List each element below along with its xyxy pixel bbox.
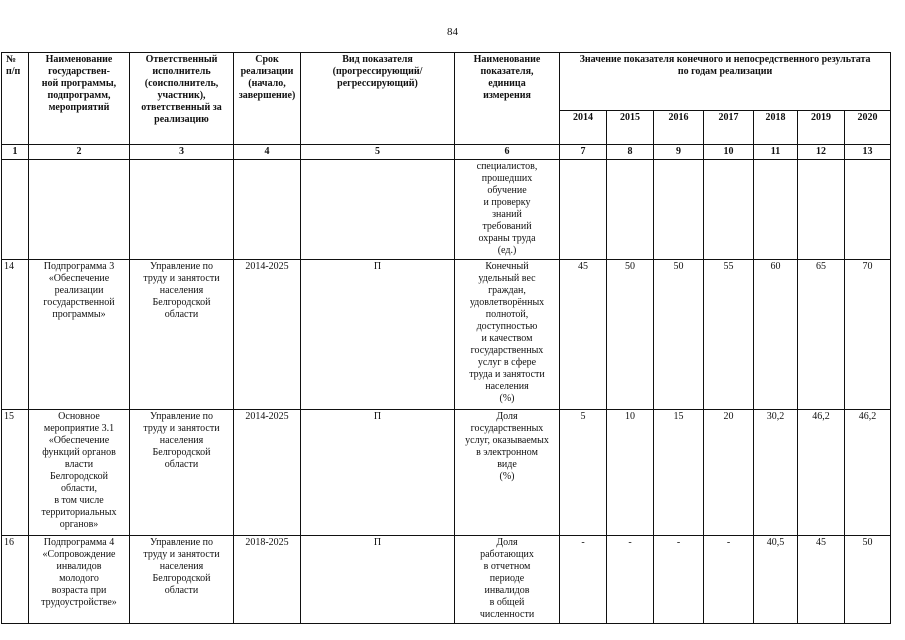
row-value — [798, 160, 845, 260]
column-number: 4 — [234, 145, 301, 160]
row-value: 50 — [607, 260, 654, 410]
row-value: 50 — [845, 536, 891, 624]
header-year: 2020 — [845, 111, 891, 145]
row-value — [560, 160, 607, 260]
column-number: 6 — [455, 145, 560, 160]
header-year: 2018 — [754, 111, 798, 145]
row-term: 2014-2025 — [234, 260, 301, 410]
row-name: Основное мероприятие 3.1 «Обеспечение функций органов власти Белгородской области, в том числе территориальных органов» — [29, 410, 130, 536]
row-indicator: Конечный удельный вес граждан, удовлетворённых полнотой, доступностью и качеством государственных услуг в сфере труда и занятости населения (%) — [455, 260, 560, 410]
row-value: 46,2 — [845, 410, 891, 536]
row-executor: Управление по труду и занятости населения Белгородской области — [130, 410, 234, 536]
table-row — [2, 260, 891, 410]
header-values: Значение показателя конечного и непосредственного результата по годам реализации — [560, 53, 891, 111]
header-year: 2016 — [654, 111, 704, 145]
column-number: 1 — [2, 145, 29, 160]
row-indicator: Доля государственных услуг, оказываемых в электронном виде (%) — [455, 410, 560, 536]
row-name: Подпрограмма 3 «Обеспечение реализации государственной программы» — [29, 260, 130, 410]
column-number: 7 — [560, 145, 607, 160]
row-value: 46,2 — [798, 410, 845, 536]
column-number: 13 — [845, 145, 891, 160]
row-value — [654, 160, 704, 260]
row-value: 45 — [798, 536, 845, 624]
row-value: 20 — [704, 410, 754, 536]
row-type: П — [301, 260, 455, 410]
row-value: 50 — [654, 260, 704, 410]
row-term: 2018-2025 — [234, 536, 301, 624]
column-number: 2 — [29, 145, 130, 160]
row-value: - — [607, 536, 654, 624]
column-number: 5 — [301, 145, 455, 160]
row-value: 15 — [654, 410, 704, 536]
row-num — [2, 160, 29, 260]
row-indicator: Доля работающих в отчетном периоде инвалидов в общей численности — [455, 536, 560, 624]
row-value — [607, 160, 654, 260]
row-num: 14 — [2, 260, 29, 410]
row-value — [704, 160, 754, 260]
header-year: 2015 — [607, 111, 654, 145]
header-indicator-type: Вид показателя (прогрессирующий/ регрессирующий) — [301, 53, 455, 145]
table-row — [2, 410, 891, 536]
row-type — [301, 160, 455, 260]
column-number: 8 — [607, 145, 654, 160]
row-value: - — [560, 536, 607, 624]
row-value: - — [654, 536, 704, 624]
row-value: 70 — [845, 260, 891, 410]
table-row — [2, 536, 891, 624]
row-num: 16 — [2, 536, 29, 624]
column-number: 3 — [130, 145, 234, 160]
header-year: 2014 — [560, 111, 607, 145]
table-row — [2, 160, 891, 260]
row-executor: Управление по труду и занятости населения Белгородской области — [130, 536, 234, 624]
row-value — [845, 160, 891, 260]
row-indicator: специалистов, прошедших обучение и проверку знаний требований охраны труда (ед.) — [455, 160, 560, 260]
row-term — [234, 160, 301, 260]
indicator-table — [1, 52, 891, 624]
row-value: 10 — [607, 410, 654, 536]
header-indicator-name: Наименование показателя, единица измерения — [455, 53, 560, 145]
row-value: 55 — [704, 260, 754, 410]
row-num: 15 — [2, 410, 29, 536]
row-value: 40,5 — [754, 536, 798, 624]
page-number: 84 — [447, 26, 458, 38]
column-number: 9 — [654, 145, 704, 160]
column-number: 11 — [754, 145, 798, 160]
header-executor: Ответственный исполнитель (соисполнитель, участник), ответственный за реализацию — [130, 53, 234, 145]
header-term: Срок реализации (начало, завершение) — [234, 53, 301, 145]
row-value: 5 — [560, 410, 607, 536]
row-value: 30,2 — [754, 410, 798, 536]
header-name: Наименование государствен- ной программы, подпрограмм, мероприятий — [29, 53, 130, 145]
row-value: - — [704, 536, 754, 624]
row-value: 45 — [560, 260, 607, 410]
column-number: 10 — [704, 145, 754, 160]
header-year: 2019 — [798, 111, 845, 145]
row-executor — [130, 160, 234, 260]
column-numbers-row — [2, 145, 891, 160]
header-num: № п/п — [2, 53, 29, 145]
row-name: Подпрограмма 4 «Сопровождение инвалидов молодого возраста при трудоустройстве» — [29, 536, 130, 624]
row-type: П — [301, 410, 455, 536]
row-type: П — [301, 536, 455, 624]
row-value: 65 — [798, 260, 845, 410]
header-year: 2017 — [704, 111, 754, 145]
row-executor: Управление по труду и занятости населения Белгородской области — [130, 260, 234, 410]
row-term: 2014-2025 — [234, 410, 301, 536]
column-number: 12 — [798, 145, 845, 160]
row-value — [754, 160, 798, 260]
row-value: 60 — [754, 260, 798, 410]
row-name — [29, 160, 130, 260]
